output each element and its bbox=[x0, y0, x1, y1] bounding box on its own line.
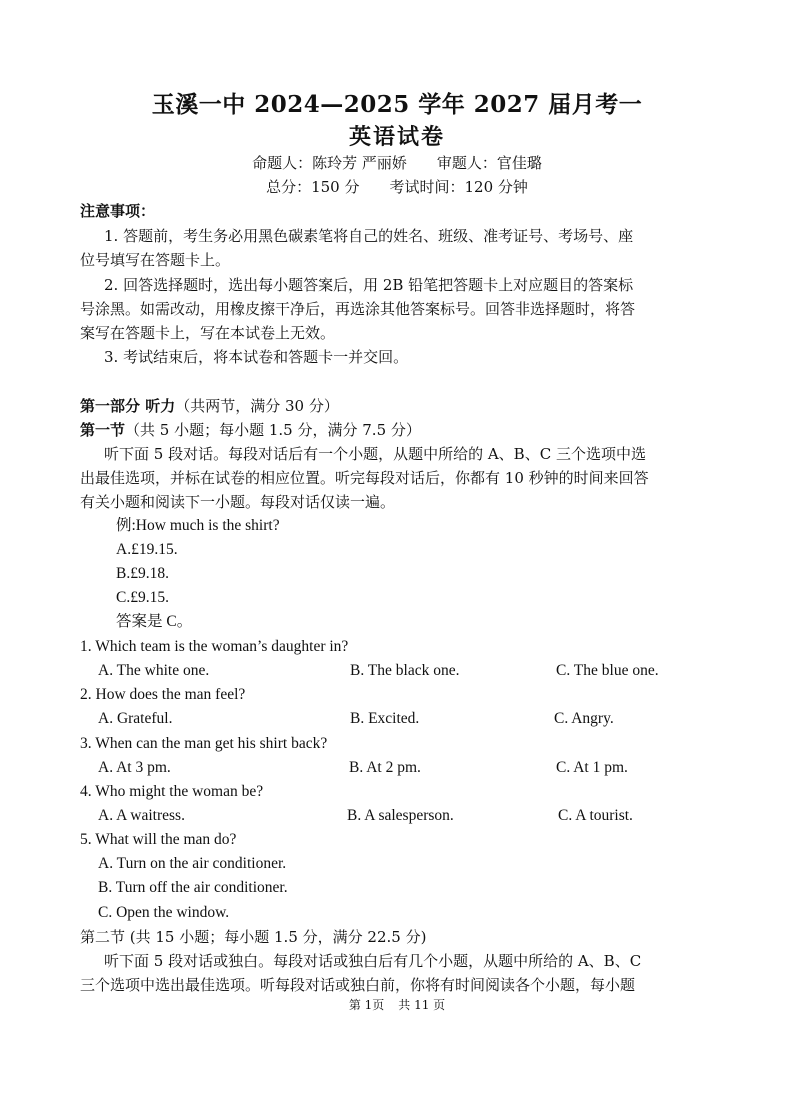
section1-instruction: 出最佳选项，并标在试卷的相应位置。听完每段对话后，你都有 10 秒钟的时间来回答 bbox=[80, 469, 649, 487]
option-b: B. Turn off the air conditioner. bbox=[98, 879, 288, 896]
authors: 命题人：陈玲芳 严丽娇 bbox=[252, 154, 407, 172]
score-time-row bbox=[0, 176, 794, 197]
option-a: A. At 3 pm. bbox=[98, 759, 171, 776]
page-number: 第 1页 bbox=[348, 998, 385, 1012]
option-a: A. A waitress. bbox=[98, 807, 185, 824]
section2-instruction: 听下面 5 段对话或独白。每段对话或独白后有几个小题，从题中所给的 A、B、C bbox=[104, 952, 642, 970]
section1-heading bbox=[80, 420, 720, 440]
part1-heading bbox=[80, 396, 720, 416]
option-c: C. Angry. bbox=[554, 710, 614, 727]
exam-time: 考试时间：120 分钟 bbox=[389, 178, 528, 196]
section1-title: 第一节 bbox=[80, 421, 126, 439]
option-c: C. A tourist. bbox=[558, 807, 633, 824]
example-option: A.£19.15. bbox=[116, 541, 178, 558]
exam-title: 玉溪一中 2024—2025 学年 2027 届月考一 bbox=[151, 91, 643, 118]
example-answer: 答案是 C。 bbox=[116, 613, 193, 630]
option-b: B. At 2 pm. bbox=[349, 759, 421, 776]
authors-row bbox=[0, 152, 794, 173]
notice-line: 案写在答题卡上，写在本试卷上无效。 bbox=[80, 324, 336, 342]
question: 4. Who might the woman be? bbox=[80, 783, 264, 800]
total-score: 总分：150 分 bbox=[266, 178, 360, 196]
option-c: C. Open the window. bbox=[98, 904, 230, 921]
option-c: C. At 1 pm. bbox=[556, 759, 628, 776]
option-b: B. Excited. bbox=[350, 710, 420, 727]
notice-line: 2. 回答选择题时，选出每小题答案后，用 2B 铅笔把答题卡上对应题目的答案标 bbox=[104, 276, 634, 294]
notice-line: 1. 答题前，考生务必用黑色碳素笔将自己的姓名、班级、准考证号、考场号、座 bbox=[104, 227, 634, 245]
part1-title: 第一部分 听力 bbox=[80, 397, 176, 415]
section2-instruction: 三个选项中选出最佳选项。听每段对话或独白前，你将有时间阅读各个小题，每小题 bbox=[80, 976, 636, 994]
example-option: B.£9.18. bbox=[116, 565, 169, 582]
option-b: B. A salesperson. bbox=[347, 807, 454, 824]
question: 5. What will the man do? bbox=[80, 831, 237, 848]
question: 2. How does the man feel? bbox=[80, 686, 246, 703]
option-c: C. The blue one. bbox=[556, 662, 659, 679]
question: 1. Which team is the woman’s daughter in? bbox=[80, 638, 349, 655]
question: 3. When can the man get his shirt back? bbox=[80, 735, 328, 752]
notice-heading: 注意事项： bbox=[80, 202, 156, 220]
option-a: A. Turn on the air conditioner. bbox=[98, 855, 287, 872]
section2-heading: 第二节 (共 15 小题；每小题 1.5 分，满分 22.5 分) bbox=[80, 928, 427, 946]
section1-instruction: 听下面 5 段对话。每段对话后有一个小题，从题中所给的 A、B、C 三个选项中选 bbox=[104, 445, 646, 463]
notice-line: 3. 考试结束后，将本试卷和答题卡一并交回。 bbox=[104, 348, 409, 366]
example-question: 例:How much is the shirt? bbox=[116, 517, 280, 534]
notice-line: 号涂黑。如需改动，用橡皮擦干净后，再选涂其他答案标号。回答非选择题时，将答 bbox=[80, 300, 636, 318]
example-option: C.£9.15. bbox=[116, 589, 169, 606]
section1-instruction: 有关小题和阅读下一小题。每段对话仅读一遍。 bbox=[80, 493, 396, 511]
option-b: B. The black one. bbox=[350, 662, 460, 679]
part1-score: （共两节，满分 30 分） bbox=[175, 397, 339, 415]
section1-score: （共 5 小题；每小题 1.5 分，满分 7.5 分） bbox=[125, 421, 421, 439]
notice-line: 位号填写在答题卡上。 bbox=[80, 251, 231, 269]
exam-subtitle: 英语试卷 bbox=[348, 124, 445, 150]
page-total: 共 11 页 bbox=[398, 998, 446, 1012]
reviewer: 审题人：官佳璐 bbox=[436, 154, 542, 172]
option-a: A. Grateful. bbox=[98, 710, 173, 727]
option-a: A. The white one. bbox=[98, 662, 210, 679]
page-footer bbox=[0, 996, 794, 1013]
